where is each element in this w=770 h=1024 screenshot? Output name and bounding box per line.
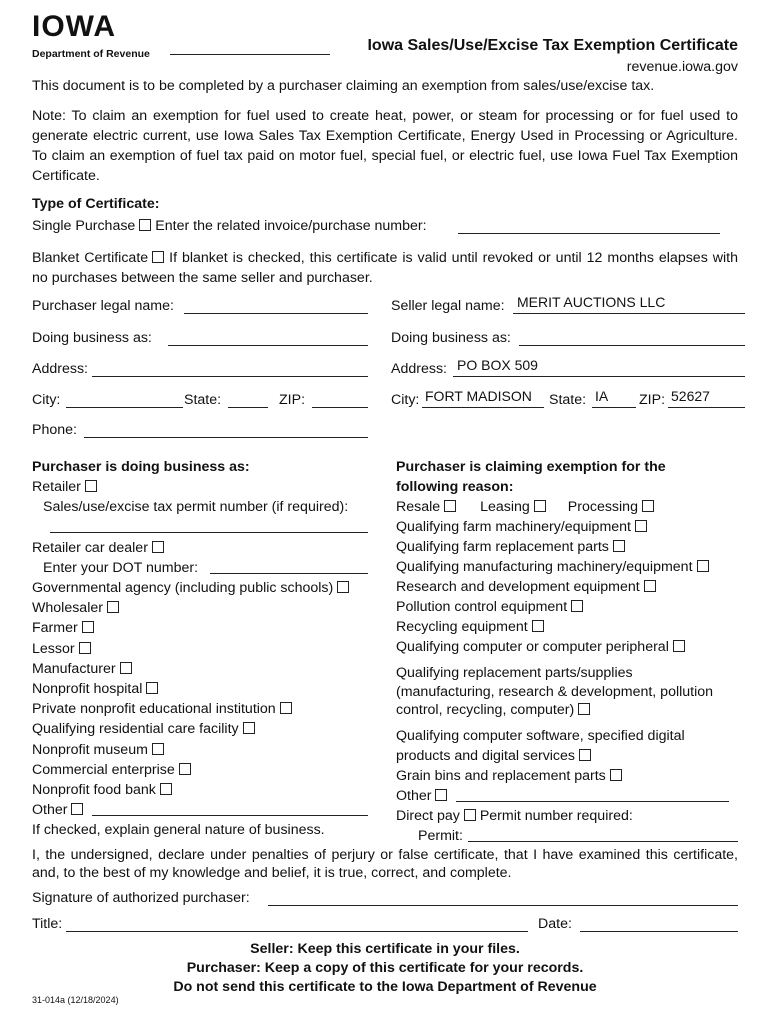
- grain-bins-label: Grain bins and replacement parts: [396, 767, 606, 784]
- purchaser-zip-label: ZIP:: [279, 392, 306, 408]
- business-item-checkbox[interactable]: [120, 662, 132, 674]
- permit-number-field[interactable]: [50, 532, 368, 533]
- business-item: [32, 659, 349, 679]
- seller-state-label: State:: [549, 392, 587, 408]
- business-item: [32, 679, 349, 699]
- iowa-logo: [32, 10, 116, 44]
- direct-pay-row: [396, 806, 713, 826]
- resale-leasing-processing-row: [396, 497, 713, 517]
- certificate-type-heading: Type of Certificate:: [32, 196, 160, 212]
- department-name: Department of Revenue: [32, 48, 150, 60]
- signature-field[interactable]: [268, 905, 738, 906]
- retailer-checkbox[interactable]: [85, 480, 97, 492]
- business-item-checkbox[interactable]: [146, 682, 158, 694]
- seller-dba-label: Doing business as:: [391, 330, 511, 346]
- purchaser-dba-label: Doing business as:: [32, 330, 152, 346]
- seller-city-field[interactable]: [422, 407, 544, 408]
- business-item-label: Lessor: [32, 640, 75, 657]
- permit-number-row: [32, 518, 349, 538]
- replacement-parts-block: [396, 664, 713, 720]
- intro-text: This document is to be completed by a purchaser claiming an exemption from sales/use/excise tax.: [32, 78, 655, 94]
- business-item: [32, 598, 349, 618]
- processing-label: Processing: [567, 499, 638, 515]
- exemption-item-label: Pollution control equipment: [396, 599, 568, 615]
- business-other-field[interactable]: [92, 815, 368, 816]
- business-type-heading: Purchaser is doing business as:: [32, 459, 250, 475]
- exemption-item-label: Qualifying farm machinery/equipment: [396, 519, 631, 535]
- exemption-other-field[interactable]: [456, 801, 729, 802]
- business-item-checkbox[interactable]: [280, 702, 292, 714]
- seller-legal-name-field[interactable]: [513, 313, 745, 314]
- purchaser-legal-name-label: Purchaser legal name:: [32, 298, 174, 314]
- exemption-item-label: Qualifying computer or computer peripheral: [396, 639, 669, 655]
- exemption-other-label: Other: [396, 787, 432, 804]
- business-other-note: If checked, explain general nature of business.: [32, 822, 325, 839]
- invoice-instruction: Enter the related invoice/purchase number:: [155, 218, 427, 234]
- software-line: Qualifying computer software, specified digital: [396, 727, 685, 744]
- exemption-item: [396, 517, 713, 537]
- replacement-parts-line: (manufacturing, research & development, pollution: [396, 683, 714, 700]
- footer-seller-note: Seller: Keep this certificate in your files.: [250, 941, 520, 957]
- form-number: 31-014a (12/18/2024): [32, 995, 119, 1005]
- permit-number-label: Sales/use/excise tax permit number (if required):: [43, 499, 349, 516]
- business-item-label: Farmer: [32, 620, 78, 637]
- business-type-section: [32, 457, 349, 841]
- footer-purchaser-note: Purchaser: Keep a copy of this certificate for your records.: [186, 960, 584, 976]
- date-label: Date:: [538, 916, 572, 932]
- direct-pay-label: Direct pay: [396, 807, 460, 824]
- seller-address-value[interactable]: PO BOX 509: [457, 357, 538, 373]
- exemption-item: [396, 637, 713, 657]
- seller-zip-value[interactable]: 52627: [671, 388, 710, 404]
- grain-bins-checkbox[interactable]: [610, 769, 622, 781]
- form-title: Iowa Sales/Use/Excise Tax Exemption Certificate: [367, 37, 738, 54]
- exemption-reason-section: [396, 457, 713, 846]
- purchaser-state-field[interactable]: [228, 407, 268, 408]
- software-block: [396, 726, 713, 766]
- exemption-item: [396, 557, 713, 577]
- website: revenue.iowa.gov: [626, 59, 738, 75]
- dot-number-label: Enter your DOT number:: [43, 559, 199, 576]
- seller-legal-name-value[interactable]: MERIT AUCTIONS LLC: [517, 294, 666, 310]
- exemption-item-checkbox[interactable]: [532, 620, 544, 632]
- purchaser-address-label: Address:: [32, 361, 88, 377]
- declaration-text: I, the undersigned, declare under penalties of perjury or false certificate, that I have examined this certificate, and, to the best of my knowledge and belief, it is true, correct, and complete.: [32, 847, 738, 881]
- business-item: [32, 740, 349, 760]
- resale-checkbox[interactable]: [444, 500, 456, 512]
- exemption-item: [396, 617, 713, 637]
- business-item: [32, 780, 349, 800]
- logo-wordmark: IOWA: [32, 10, 116, 43]
- leasing-label: Leasing: [480, 499, 530, 515]
- single-purchase-label: Single Purchase: [32, 218, 136, 234]
- purchaser-dba-field[interactable]: [168, 345, 368, 346]
- direct-pay-permit-row: [396, 826, 713, 846]
- business-item-label: Nonprofit museum: [32, 741, 148, 758]
- software-row: [396, 746, 713, 766]
- seller-address-label: Address:: [391, 361, 447, 377]
- single-purchase-row: [32, 218, 427, 234]
- business-item-label: Nonprofit hospital: [32, 681, 143, 698]
- exemption-other-row: [396, 786, 713, 806]
- business-item-label: Wholesaler: [32, 600, 103, 617]
- purchaser-city-field[interactable]: [66, 407, 183, 408]
- exemption-item-label: Recycling equipment: [396, 619, 528, 635]
- business-other-row: [32, 800, 349, 820]
- title-label: Title:: [32, 916, 63, 932]
- exemption-item: [396, 597, 713, 617]
- blanket-label: Blanket Certificate: [32, 250, 149, 266]
- exemption-item-label: Research and development equipment: [396, 579, 640, 595]
- single-purchase-checkbox[interactable]: [139, 219, 151, 231]
- footer-instructions: [0, 940, 770, 997]
- exemption-item-checkbox[interactable]: [571, 600, 583, 612]
- date-field[interactable]: [580, 931, 738, 932]
- business-item-label: Nonprofit food bank: [32, 782, 156, 799]
- seller-state-field[interactable]: [592, 407, 636, 408]
- business-item-checkbox[interactable]: [152, 743, 164, 755]
- business-item: [32, 639, 349, 659]
- leasing-checkbox[interactable]: [534, 500, 546, 512]
- exemption-heading-line2: following reason:: [396, 479, 514, 495]
- exemption-item-checkbox[interactable]: [697, 560, 709, 572]
- direct-pay-permit-field[interactable]: [468, 841, 738, 842]
- seller-address-field[interactable]: [453, 376, 745, 377]
- exemption-item-checkbox[interactable]: [635, 520, 647, 532]
- purchaser-zip-field[interactable]: [312, 407, 368, 408]
- business-item-label: Private nonprofit educational institution: [32, 701, 276, 718]
- direct-pay-permit-label: Permit:: [418, 827, 463, 844]
- car-dealer-label: Retailer car dealer: [32, 539, 148, 556]
- resale-label: Resale: [396, 499, 441, 515]
- business-item: [32, 719, 349, 739]
- invoice-number-field[interactable]: [458, 233, 720, 234]
- business-item-checkbox[interactable]: [179, 763, 191, 775]
- header-rule: [170, 54, 330, 55]
- business-other-checkbox[interactable]: [71, 803, 83, 815]
- business-item: [32, 699, 349, 719]
- seller-dba-field[interactable]: [519, 345, 745, 346]
- business-other-label: Other: [32, 802, 68, 819]
- dot-number-field[interactable]: [210, 573, 368, 574]
- exemption-other-checkbox[interactable]: [435, 789, 447, 801]
- exemption-item-checkbox[interactable]: [644, 580, 656, 592]
- purchaser-phone-field[interactable]: [84, 437, 368, 438]
- seller-zip-label: ZIP:: [639, 392, 666, 408]
- direct-pay-checkbox[interactable]: [464, 809, 476, 821]
- seller-state-value[interactable]: IA: [595, 388, 609, 404]
- blanket-checkbox[interactable]: [152, 251, 164, 263]
- business-item-checkbox[interactable]: [79, 642, 91, 654]
- replacement-parts-line: control, recycling, computer): [396, 702, 575, 718]
- purchaser-city-label: City:: [32, 392, 61, 408]
- purchaser-phone-label: Phone:: [32, 422, 77, 438]
- note-text: Note: To claim an exemption for fuel used to create heat, power, or steam for processing or for fuel used to generate electric current, use Iowa Sales Tax Exemption Certificate, Energy Used in Processing or Agriculture. To claim an exemption of fuel tax paid on motor fuel, special fuel, or electric fuel, use Iowa Fuel Tax Exemption Certificate.: [32, 108, 738, 184]
- purchaser-address-field[interactable]: [92, 376, 368, 377]
- car-dealer-row: [32, 538, 349, 558]
- replacement-parts-checkbox[interactable]: [578, 703, 590, 715]
- business-item: [32, 578, 349, 598]
- processing-checkbox[interactable]: [642, 500, 654, 512]
- car-dealer-checkbox[interactable]: [152, 541, 164, 553]
- exemption-heading-line1: Purchaser is claiming exemption for the: [396, 459, 666, 475]
- grain-bins-row: [396, 766, 713, 786]
- business-item-label: Governmental agency (including public schools): [32, 580, 334, 597]
- seller-zip-field[interactable]: [668, 407, 745, 408]
- exemption-item: [396, 537, 713, 557]
- retailer-row: [32, 477, 349, 497]
- footer-do-not-send-note: Do not send this certificate to the Iowa Department of Revenue: [173, 979, 597, 995]
- seller-city-label: City:: [391, 392, 420, 408]
- purchaser-legal-name-field[interactable]: [184, 313, 368, 314]
- business-item: [32, 760, 349, 780]
- business-item-label: Manufacturer: [32, 660, 116, 677]
- blanket-text: If blanket is checked, this certificate is valid until revoked or until 12 months elapses with no purchases between the same seller and purchaser.: [32, 250, 738, 286]
- software-line: products and digital services: [396, 747, 576, 764]
- purchaser-state-label: State:: [184, 392, 222, 408]
- business-item-label: Commercial enterprise: [32, 761, 175, 778]
- signature-label: Signature of authorized purchaser:: [32, 890, 250, 906]
- seller-legal-name-label: Seller legal name:: [391, 298, 505, 314]
- replacement-parts-line: Qualifying replacement parts/supplies: [396, 665, 633, 681]
- blanket-row: [32, 248, 738, 288]
- software-checkbox[interactable]: [579, 749, 591, 761]
- business-item-checkbox[interactable]: [337, 581, 349, 593]
- exemption-item-checkbox[interactable]: [673, 640, 685, 652]
- business-item-checkbox[interactable]: [243, 722, 255, 734]
- business-item-checkbox[interactable]: [160, 783, 172, 795]
- permit-required-label: Permit number required:: [479, 807, 633, 824]
- business-item-checkbox[interactable]: [107, 601, 119, 613]
- exemption-item: [396, 577, 713, 597]
- title-field[interactable]: [66, 931, 528, 932]
- seller-city-value[interactable]: FORT MADISON: [425, 388, 532, 404]
- exemption-item-checkbox[interactable]: [613, 540, 625, 552]
- business-item-checkbox[interactable]: [82, 621, 94, 633]
- dot-number-row: [32, 558, 349, 578]
- retailer-label: Retailer: [32, 479, 81, 496]
- business-item: [32, 618, 349, 638]
- exemption-item-label: Qualifying manufacturing machinery/equipment: [396, 559, 693, 575]
- exemption-item-label: Qualifying farm replacement parts: [396, 539, 609, 555]
- business-item-label: Qualifying residential care facility: [32, 721, 239, 738]
- replacement-parts-row: [396, 701, 713, 720]
